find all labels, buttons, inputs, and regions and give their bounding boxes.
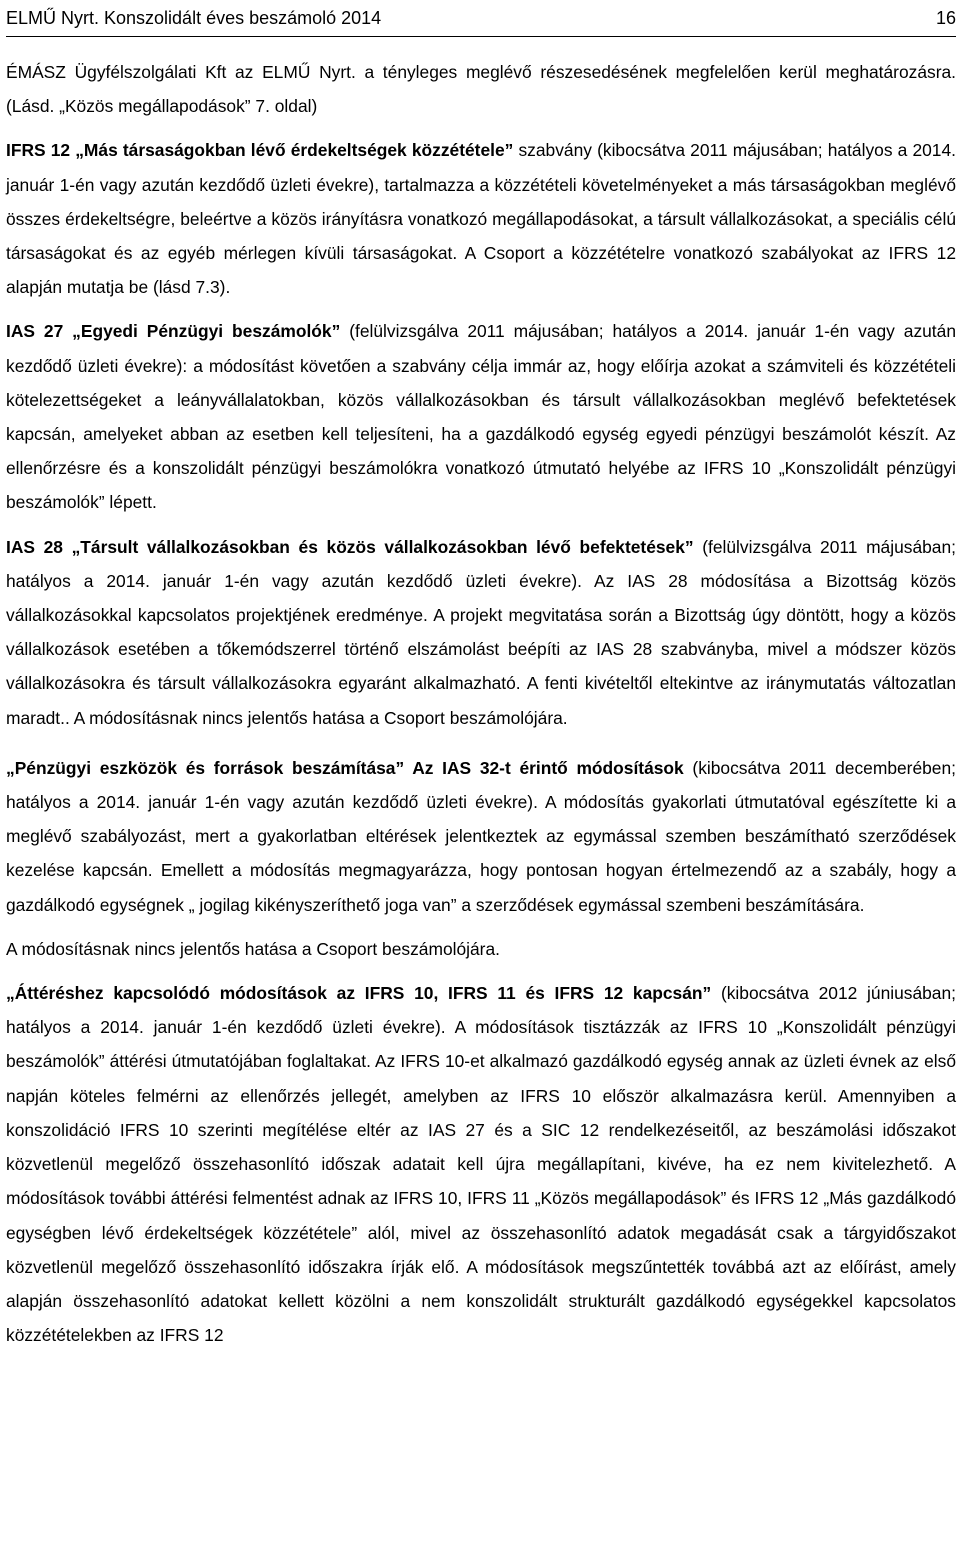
paragraph-heading: IAS 28 „Társult vállalkozásokban és közös vállalkozásokban lévő befektetések” [6, 536, 694, 557]
paragraph-heading: IFRS 12 „Más társaságokban lévő érdekeltségek közzététele” [6, 140, 514, 161]
page-number: 16 [935, 8, 956, 28]
paragraph-text: A módosításnak nincs jelentős hatása a Csoport beszámolójára. [6, 938, 500, 959]
page-header [6, 0, 956, 37]
paragraph-text: (felülvizsgálva 2011 májusában; hatályos a 2014. január 1-én vagy azután kezdődő üzleti évekre). Az IAS 28 módosítása a Bizottság közös vállalkozásokkal kapcsolatos projektjének eredménye. A projekt megvitatása során a Bizottság úgy döntött, hogy a közös vállalkozások esetében a tőkemódszerrel történő elszámolást beépíti az IAS 28 szabványba, mivel a módszer közös vállalkozásokra és társult vállalkozásokra egyaránt alkalmazható. A fenti kivételtől eltekintve az iránymutatás változatlan maradt.. A módosításnak nincs jelentős hatása a Csoport beszámolójára. [6, 536, 956, 728]
paragraph-ias32 [6, 751, 956, 922]
paragraph-heading: „Áttéréshez kapcsolódó módosítások az IFRS 10, IFRS 11 és IFRS 12 kapcsán” [6, 983, 712, 1004]
paragraph-heading: „Pénzügyi eszközök és források beszámítása” Az IAS 32-t érintő módosítások [6, 757, 684, 778]
paragraph-text: (kibocsátva 2011 decemberében; hatályos a 2014. január 1-én vagy azután kezdődő üzleti évekre). A módosítás gyakorlati útmutatóval egészítette ki a meglévő szabályozást, mert a gyakorlatban eltérések jelentkeztek az egymással szemben beszámítható szerződések kezelése kapcsán. Emellett a módosítás megmagyarázza, hogy pontosan hogyan értelmezendő az a szabály, hogy a gazdálkodó egységnek „ jogilag kikényszeríthető joga van” a szerződések egymással szembeni beszámítására. [6, 757, 956, 915]
paragraph-transition [6, 976, 956, 1352]
paragraph-text: (felülvizsgálva 2011 májusában; hatályos a 2014. január 1-én vagy azután kezdődő üzleti évekre): a módosítást követően a szabvány célja immár az, hogy előírja azokat a számviteli és közzétételi kötelezettségeket a leányvállalatokban, közös vállalkozásokban és társult vállalkozásokban meglévő befektetések kapcsán, amelyeket abban az esetben kell teljesíteni, ha a gazdálkodó egység egyedi pénzügyi beszámolót készít. Az ellenőrzésre és a konszolidált pénzügyi beszámolókra vonatkozó útmutató helyébe az IFRS 10 „Konszolidált pénzügyi beszámolók” lépett. [6, 321, 956, 513]
paragraph-ifrs12 [6, 133, 956, 304]
paragraph-ias28 [6, 530, 956, 735]
document-title: ELMŰ Nyrt. Konszolidált éves beszámoló 2014 [6, 8, 382, 28]
paragraph-text: ÉMÁSZ Ügyfélszolgálati Kft az ELMŰ Nyrt. a tényleges meglévő részesedésének megfelelően kerül meghatározásra. (Lásd. „Közös megállapodások” 7. oldal) [6, 62, 956, 117]
document-page [6, 0, 956, 1352]
paragraph-emasz [6, 55, 956, 123]
paragraph-no-impact [6, 932, 956, 966]
paragraph-heading: IAS 27 „Egyedi Pénzügyi beszámolók” [6, 321, 341, 342]
paragraph-ias27 [6, 314, 956, 519]
paragraph-text: szabvány (kibocsátva 2011 májusában; hatályos a 2014. január 1-én vagy azután kezdődő üzleti évekre), tartalmazza a közzétételi követelményeket a más társaságokban meglévő összes érdekeltségre, beleértve a közös irányításra vonatkozó megállapodásokat, a társult vállalkozásokat, a speciális célú társaságokat és az egyéb mérlegen kívüli társaságokat. A Csoport a közzétételre vonatkozó szabályokat az IFRS 12 alapján mutatja be (lásd 7.3). [6, 140, 956, 298]
document-body [6, 55, 956, 1352]
paragraph-text: (kibocsátva 2012 júniusában; hatályos a 2014. január 1-én kezdődő üzleti évekre). A módosítások tisztázzák az IFRS 10 „Konszolidált pénzügyi beszámolók” áttérési útmutatójában foglaltakat. Az IFRS 10-et alkalmazó gazdálkodó egység annak az üzleti évnek az első napján köteles felmérni az ellenőrzés jellegét, amelyben az IFRS 10 először alkalmazásra kerül. Amennyiben a konszolidáció IFRS 10 szerinti megítélése eltér az IAS 27 és a SIC 12 rendelkezéseitől, az beszámolási időszakot közvetlenül megelőző összehasonlító időszak adatait kell újra megállapítani, kivéve, ha ez nem kivitelezhető. A módosítások további áttérési felmentést adnak az IFRS 10, IFRS 11 „Közös megállapodások” és IFRS 12 „Más gazdálkodó egységben lévő érdekeltségek közzététele” alól, mivel az összehasonlító adatok megadását csak a tárgyidőszakot közvetlenül megelőző összehasonlító időszakra írják elő. A módosítások megszűntették továbbá azt az előírást, amely alapján összehasonlító adatokat kellett közölni a nem konszolidált strukturált gazdálkodó egységekkel kapcsolatos közzétételekben az IFRS 12 [6, 983, 956, 1346]
